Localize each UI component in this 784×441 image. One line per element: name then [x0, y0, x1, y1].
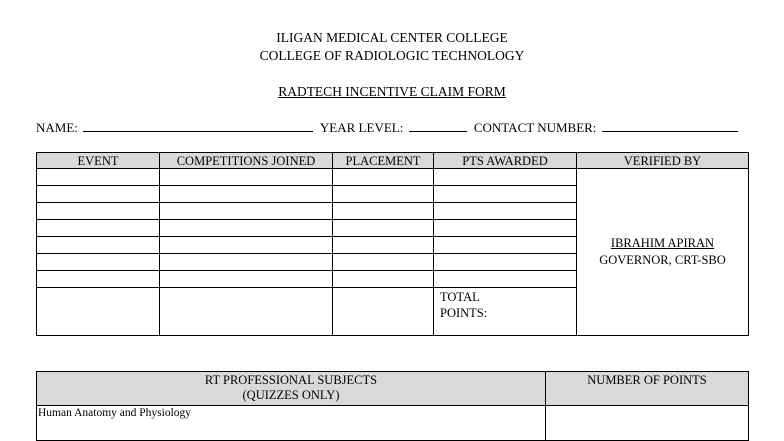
competitions-cell[interactable]	[160, 169, 333, 186]
total-label-line2: POINTS:	[440, 306, 488, 320]
points-cell[interactable]	[434, 237, 577, 254]
competitions-cell[interactable]	[160, 271, 333, 288]
institution-name: ILIGAN MEDICAL CENTER COLLEGE	[276, 30, 508, 45]
column-header-pts-awarded: PTS AWARDED	[434, 153, 577, 169]
points-cell[interactable]	[434, 169, 577, 186]
competitions-cell[interactable]	[160, 254, 333, 271]
placement-cell[interactable]	[333, 288, 434, 336]
total-points-cell[interactable]	[434, 288, 577, 336]
subjects-header-line1: RT PROFESSIONAL SUBJECTS	[204, 373, 378, 387]
verified-by-cell	[577, 169, 749, 336]
verifier-title: GOVERNOR, CRT-SBO	[599, 253, 726, 267]
competitions-cell[interactable]	[160, 237, 333, 254]
subjects-table-header	[37, 372, 749, 406]
student-fields	[36, 119, 748, 136]
points-cell[interactable]	[434, 220, 577, 237]
column-header-event: EVENT	[37, 153, 160, 169]
total-points-label	[434, 288, 576, 321]
total-label-line1: TOTAL	[440, 290, 480, 304]
name-field[interactable]	[83, 119, 313, 132]
subject-points-cell[interactable]	[546, 406, 749, 441]
claim-table-header	[37, 153, 749, 169]
incentive-claim-table	[36, 152, 749, 336]
column-header-number-of-points: NUMBER OF POINTS	[546, 372, 749, 406]
event-cell[interactable]	[37, 203, 160, 220]
contact-number-field[interactable]	[602, 119, 738, 132]
placement-cell[interactable]	[333, 237, 434, 254]
form-title: RADTECH INCENTIVE CLAIM FORM	[278, 84, 506, 99]
points-cell[interactable]	[434, 254, 577, 271]
subjects-header-line2: (QUIZZES ONLY)	[242, 388, 340, 402]
table-row	[37, 406, 749, 441]
professional-subjects-table	[36, 371, 749, 441]
name-label: NAME:	[36, 120, 78, 135]
column-header-placement: PLACEMENT	[333, 153, 434, 169]
event-cell[interactable]	[37, 186, 160, 203]
competitions-cell[interactable]	[160, 186, 333, 203]
points-cell[interactable]	[434, 186, 577, 203]
event-cell[interactable]	[37, 169, 160, 186]
event-cell[interactable]	[37, 271, 160, 288]
year-level-label: YEAR LEVEL:	[319, 120, 404, 135]
event-cell[interactable]	[37, 254, 160, 271]
placement-cell[interactable]	[333, 220, 434, 237]
placement-cell[interactable]	[333, 271, 434, 288]
event-cell[interactable]	[37, 288, 160, 336]
contact-number-label: CONTACT NUMBER:	[473, 120, 597, 135]
event-cell[interactable]	[37, 237, 160, 254]
column-header-subjects	[37, 372, 546, 406]
points-cell[interactable]	[434, 271, 577, 288]
competitions-cell[interactable]	[160, 288, 333, 336]
table-row	[37, 169, 749, 186]
placement-cell[interactable]	[333, 203, 434, 220]
competitions-cell[interactable]	[160, 203, 333, 220]
year-level-field[interactable]	[409, 119, 467, 132]
placement-cell[interactable]	[333, 169, 434, 186]
college-name: COLLEGE OF RADIOLOGIC TECHNOLOGY	[259, 48, 525, 63]
event-cell[interactable]	[37, 220, 160, 237]
placement-cell[interactable]	[333, 186, 434, 203]
points-cell[interactable]	[434, 203, 577, 220]
competitions-cell[interactable]	[160, 220, 333, 237]
verifier-name: IBRAHIM APIRAN	[610, 236, 715, 250]
column-header-competitions-joined: COMPETITIONS JOINED	[160, 153, 333, 169]
placement-cell[interactable]	[333, 254, 434, 271]
subject-name-cell: Human Anatomy and Physiology	[37, 406, 546, 441]
column-header-verified-by: VERIFIED BY	[577, 153, 749, 169]
